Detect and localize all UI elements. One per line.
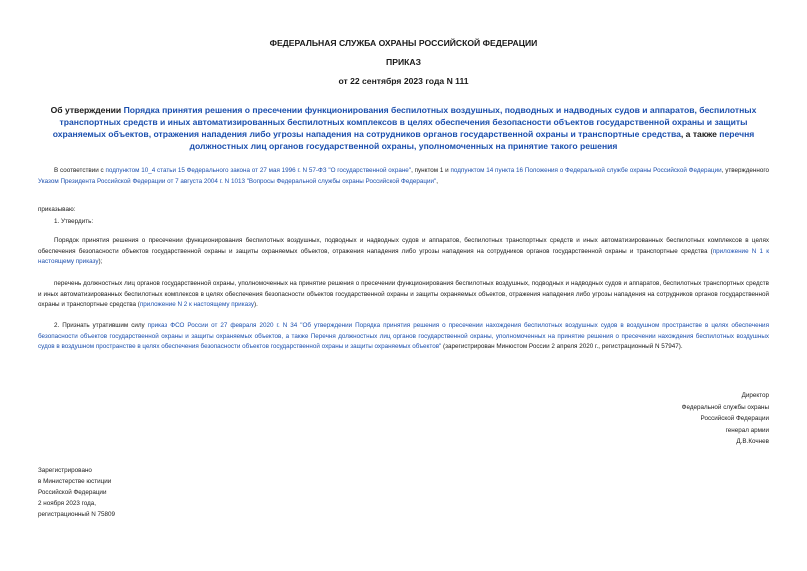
registration-line: Зарегистрировано: [38, 467, 92, 474]
preamble-text-3: , утвержденного: [721, 167, 770, 174]
signature-block: [569, 390, 769, 448]
approve-list-paragraph: [38, 279, 769, 311]
item-2-text: 2. Признать утратившим силу: [54, 322, 148, 329]
registration-line: в Министерстве юстиции: [38, 478, 112, 485]
item-2-paragraph: [38, 321, 769, 353]
signature-line: генерал армии: [725, 426, 769, 434]
preamble-paragraph: [38, 166, 769, 187]
agency-heading: ФЕДЕРАЛЬНАЯ СЛУЖБА ОХРАНЫ РОССИЙСКОЙ ФЕДЕРАЦИИ: [269, 38, 538, 48]
item-1: 1. Утвердить:: [54, 218, 94, 225]
registration-line: 2 ноября 2023 года,: [38, 500, 97, 507]
preamble-link-federal-law[interactable]: подпунктом 10_4 статьи 15 Федерального закона от 27 мая 1996 г. N 57-ФЗ "О государственной охране": [105, 167, 412, 174]
signature-line: Д.В.Кочнев: [736, 438, 769, 445]
preamble-text-2: , пунктом 1 и: [411, 167, 451, 174]
signature-line: Директор: [741, 392, 769, 399]
preamble-text-4: ,: [436, 177, 439, 185]
signature-line: Федеральной службы охраны: [681, 403, 769, 411]
appendix-2-link[interactable]: приложение N 2 к настоящему приказу: [139, 301, 254, 308]
preamble-text-1: В соответствии с: [54, 167, 106, 174]
document-title: [38, 104, 769, 152]
repealed-order-link[interactable]: приказ ФСО России от 27 февраля 2020 г. N 34 "Об утверждении Порядка принятия решения о пресечении нахождения беспилотных воздушных судов в воздушном пространстве в целях обеспечения безопасности объектов государственной охраны и защиты охраняемых объектов, а также Перечня должностных лиц органов государственной охраны, уполномоченных на принятие решения о пресечении нахождения беспилотных воздушных судов в воздушном пространстве в целях обеспечения безопасности объектов государственной охраны и защиты охраняемых объектов": [38, 322, 769, 350]
registration-line: регистрационный N 75809: [38, 511, 116, 518]
title-link-procedure[interactable]: Порядка принятия решения о пресечении функционирования беспилотных воздушных, подводных и надводных судов и аппаратов, беспилотных транспортных средств и иных автоматизированных беспилотных комплексов в целях обеспечения безопасности объектов государственной охраны и защиты охраняемых объектов, отражения нападения либо угрозы нападения на сотрудников органов государственной охраны и транспортные средства: [52, 105, 757, 139]
date-number-heading: от 22 сентября 2023 года N 111: [338, 76, 469, 86]
orders-line: приказываю:: [38, 206, 76, 213]
title-middle: , а также: [680, 129, 720, 139]
approve-list-end: ).: [254, 301, 258, 308]
signature-line: Российской Федерации: [700, 415, 769, 422]
preamble-link-decree[interactable]: Указом Президента Российской Федерации от 7 августа 2004 г. N 1013 "Вопросы Федеральной службы охраны Российской Федерации": [38, 177, 437, 185]
item-2-end: (зарегистрирован Минюстом России 2 апреля 2020 г., регистрационный N 57947).: [441, 343, 683, 350]
registration-line: Российской Федерации: [38, 489, 107, 496]
doc-type-heading: ПРИКАЗ: [386, 57, 421, 67]
appendix-1-link[interactable]: приложение N 1 к настоящему приказу: [38, 247, 769, 265]
title-link-list[interactable]: перечня должностных лиц органов государственной охраны, уполномоченных на принятие такого решения: [189, 129, 755, 151]
preamble-link-regulation[interactable]: подпунктом 14 пункта 16 Положения о Федеральной службе охраны Российской Федерации: [450, 167, 722, 174]
registration-block: [38, 465, 238, 520]
approve-procedure-text: Порядок принятия решения о пресечении функционирования беспилотных воздушных, подводных и надводных судов и аппаратов, беспилотных транспортных средств и иных автоматизированных беспилотных комплексов в целях обеспечения безопасности объектов государственной охраны и защиты охраняемых объектов, отражения нападения либо угрозы нападения на сотрудников органов государственной охраны и транспортные средства (: [38, 237, 769, 255]
approve-procedure-paragraph: [38, 236, 769, 268]
approve-procedure-end: );: [98, 258, 103, 265]
title-prefix: Об утверждении: [50, 105, 124, 115]
approve-list-text: перечень должностных лиц органов государственной охраны, уполномоченных на принятие решения о пресечении функционирования беспилотных воздушных, подводных и надводных судов и аппаратов, беспилотных транспортных средств и иных автоматизированных беспилотных комплексов в целях обеспечения безопасности объектов государственной охраны и защиты охраняемых объектов, отражения нападения либо угрозы нападения на сотрудников органов государственной охраны и транспортные средства (: [38, 280, 769, 308]
